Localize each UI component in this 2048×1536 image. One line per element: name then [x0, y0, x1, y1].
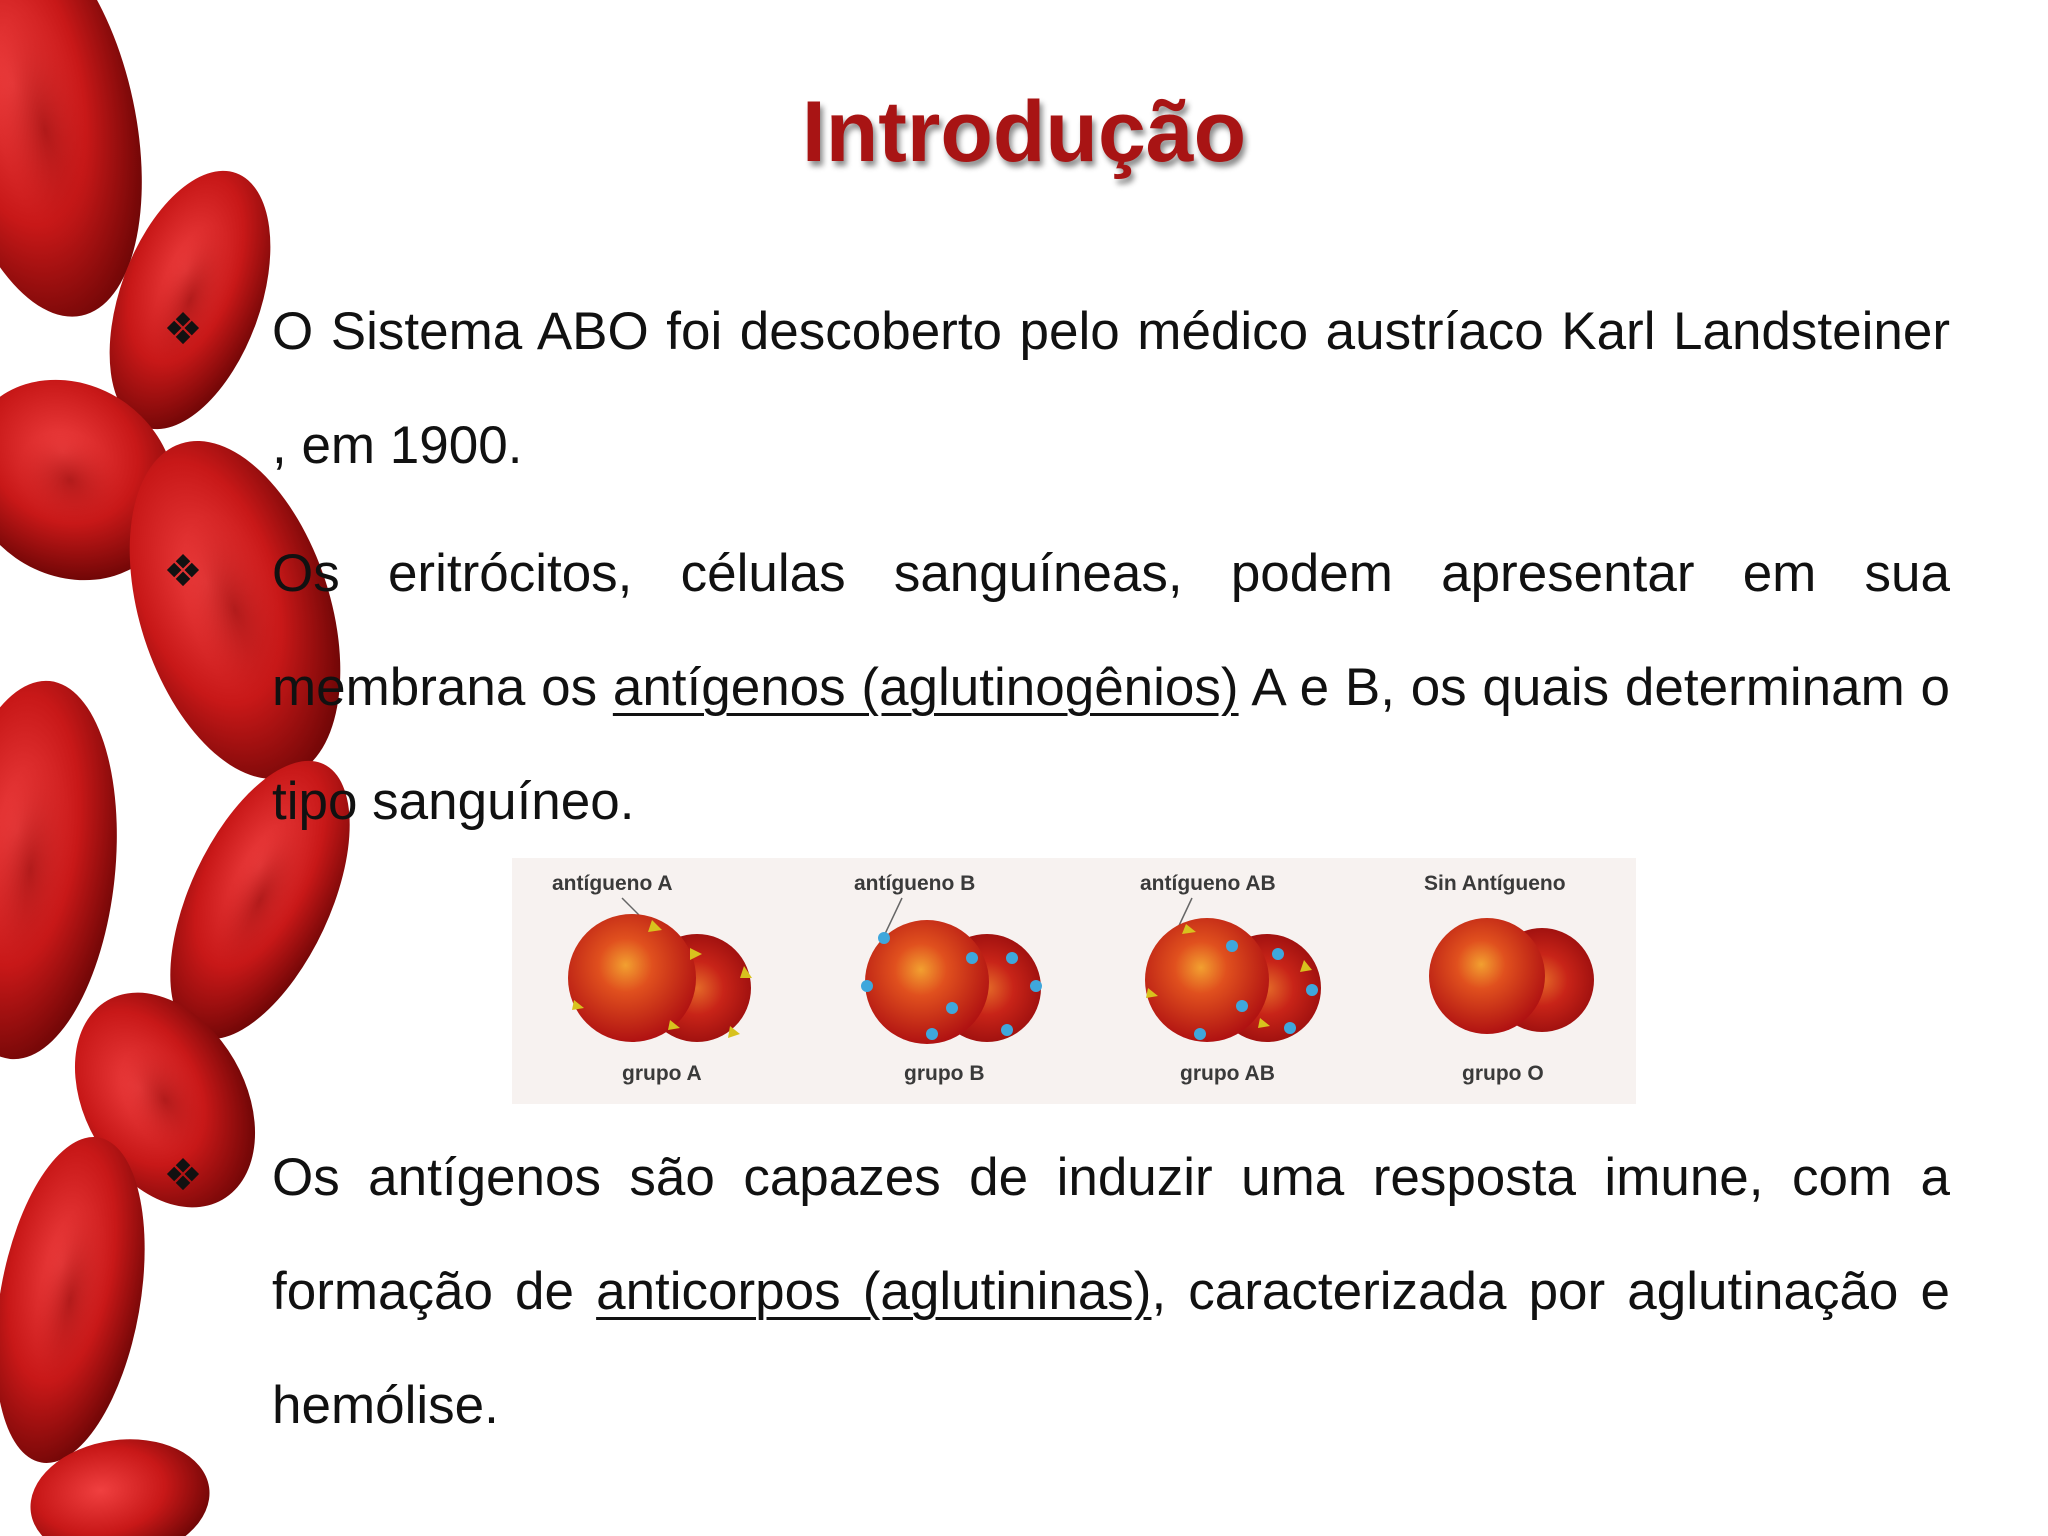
antigen-label: antígueno B	[854, 872, 976, 895]
blood-group-b	[854, 872, 1042, 1085]
abo-blood-groups-figure	[512, 858, 1636, 1104]
antigen-label: antígueno AB	[1140, 872, 1276, 895]
blood-group-a	[552, 872, 752, 1085]
bullet-paragraph-1: O Sistema ABO foi descoberto pelo médico austríaco Karl Landsteiner , em 1900.	[272, 302, 1950, 475]
blood-group-o	[1424, 872, 1594, 1085]
paragraph-text: Os eritrócitos, células sanguíneas, podem apresentar em sua membrana os	[272, 544, 1950, 717]
group-label: grupo O	[1462, 1062, 1544, 1085]
antigen-label: Sin Antígueno	[1424, 872, 1566, 895]
underlined-term-antibodies: anticorpos (aglutininas)	[596, 1262, 1152, 1321]
group-label: grupo B	[904, 1062, 985, 1085]
group-label: grupo AB	[1180, 1062, 1275, 1085]
bullet-paragraph-3	[272, 1121, 1950, 1463]
diamond-bullet-icon: ❖	[163, 1151, 203, 1200]
blood-group-ab	[1140, 872, 1321, 1085]
paragraph-text: , caracterizada por aglutinação e hemólise.	[272, 1262, 1950, 1435]
slide-title: Introdução	[801, 84, 1247, 180]
bullet-paragraph-2	[272, 517, 1950, 859]
paragraph-text: Os antígenos são capazes de induzir uma resposta imune, com a formação de	[272, 1148, 1950, 1321]
group-label: grupo A	[622, 1062, 702, 1085]
underlined-term-antigens: antígenos (aglutinogênios)	[612, 658, 1239, 717]
diamond-bullet-icon: ❖	[163, 547, 203, 596]
paragraph-text: A e B, os quais determinam o tipo sanguíneo.	[272, 658, 1950, 831]
antigen-label: antígueno A	[552, 872, 673, 895]
diamond-bullet-icon: ❖	[163, 305, 203, 354]
